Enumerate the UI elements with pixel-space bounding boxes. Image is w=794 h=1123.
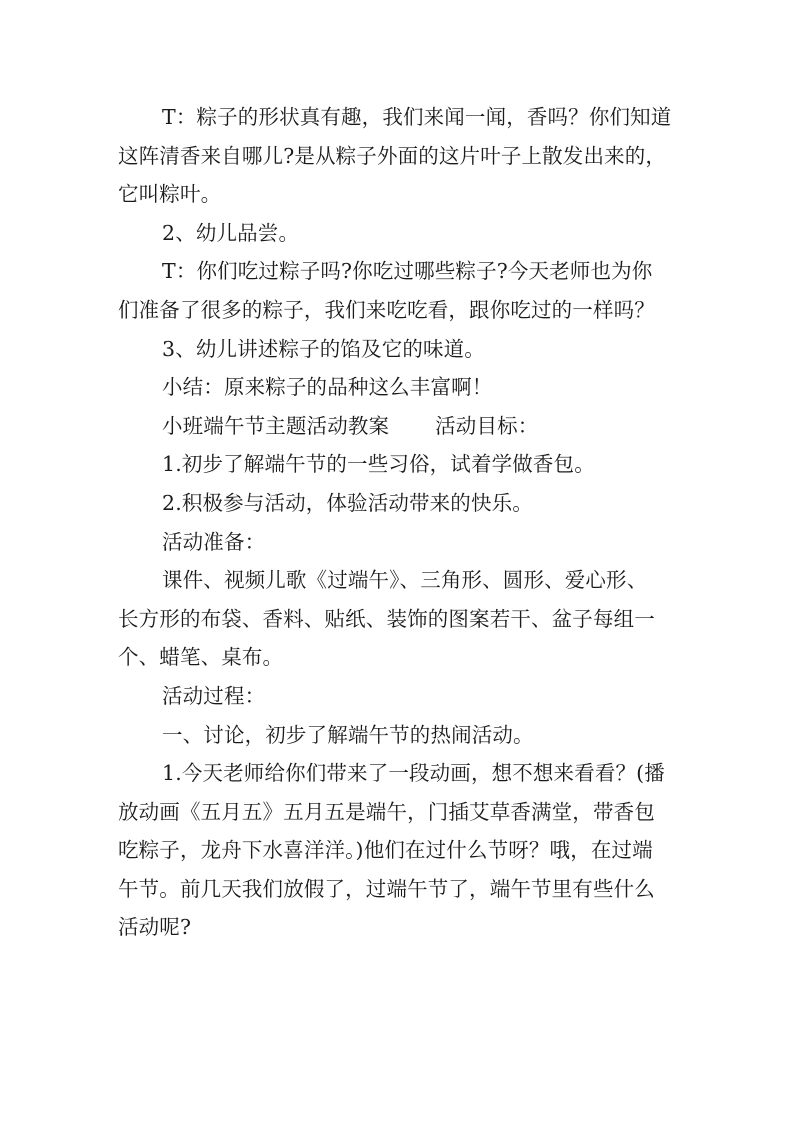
paragraph-line: 一、讨论，初步了解端午节的热闹活动。 <box>162 722 534 747</box>
document-body <box>118 98 678 947</box>
paragraph-line: T：你们吃过粽子吗?你吃过哪些粽子?今天老师也为你 <box>162 259 653 284</box>
paragraph-line: 它叫粽叶。 <box>118 182 222 207</box>
paragraph-line: 长方形的布袋、香料、贴纸、装饰的图案若干、盆子每组一 <box>118 606 655 631</box>
paragraph-line: 吃粽子，龙舟下水喜洋洋。)他们在过什么节呀？哦，在过端 <box>118 838 653 863</box>
paragraph-line: 课件、视频儿歌《过端午》、三角形、圆形、爱心形、 <box>162 568 648 593</box>
paragraph-line: 1.今天老师给你们带来了一段动画，想不想来看看？(播 <box>162 761 665 786</box>
paragraph-line: 个、蜡笔、桌布。 <box>118 645 284 670</box>
paragraph-line: 2.积极参与活动，体验活动带来的快乐。 <box>162 490 533 515</box>
paragraph-line: 放动画《五月五》五月五是端午，门插艾草香满堂，带香包 <box>118 799 655 824</box>
paragraph-line: 这阵清香来自哪儿?是从粽子外面的这片叶子上散发出来的， <box>118 143 667 168</box>
paragraph-line: 3、幼儿讲述粽子的馅及它的味道。 <box>162 336 485 361</box>
paragraph-line: 活动准备： <box>162 529 266 554</box>
paragraph-line: 活动过程： <box>162 683 266 708</box>
heading-line <box>118 407 678 446</box>
paragraph-line: 小结：原来粽子的品种这么丰富啊！ <box>162 375 493 400</box>
paragraph-line: 2、幼儿品尝。 <box>162 220 300 245</box>
paragraph-line: 午节。前几天我们放假了，过端午节了，端午节里有些什么 <box>118 876 655 901</box>
paragraph-line: 活动呢? <box>118 915 192 940</box>
activity-goals-label: 活动目标： <box>435 413 539 438</box>
lesson-plan-title: 小班端午节主题活动教案 <box>162 413 390 438</box>
paragraph-line: 们准备了很多的粽子，我们来吃吃看，跟你吃过的一样吗？ <box>118 297 655 322</box>
paragraph-line: T：粽子的形状真有趣，我们来闻一闻，香吗？你们知道 <box>162 105 672 129</box>
paragraph-line: 1.初步了解端午节的一些习俗，试着学做香包。 <box>162 452 595 477</box>
